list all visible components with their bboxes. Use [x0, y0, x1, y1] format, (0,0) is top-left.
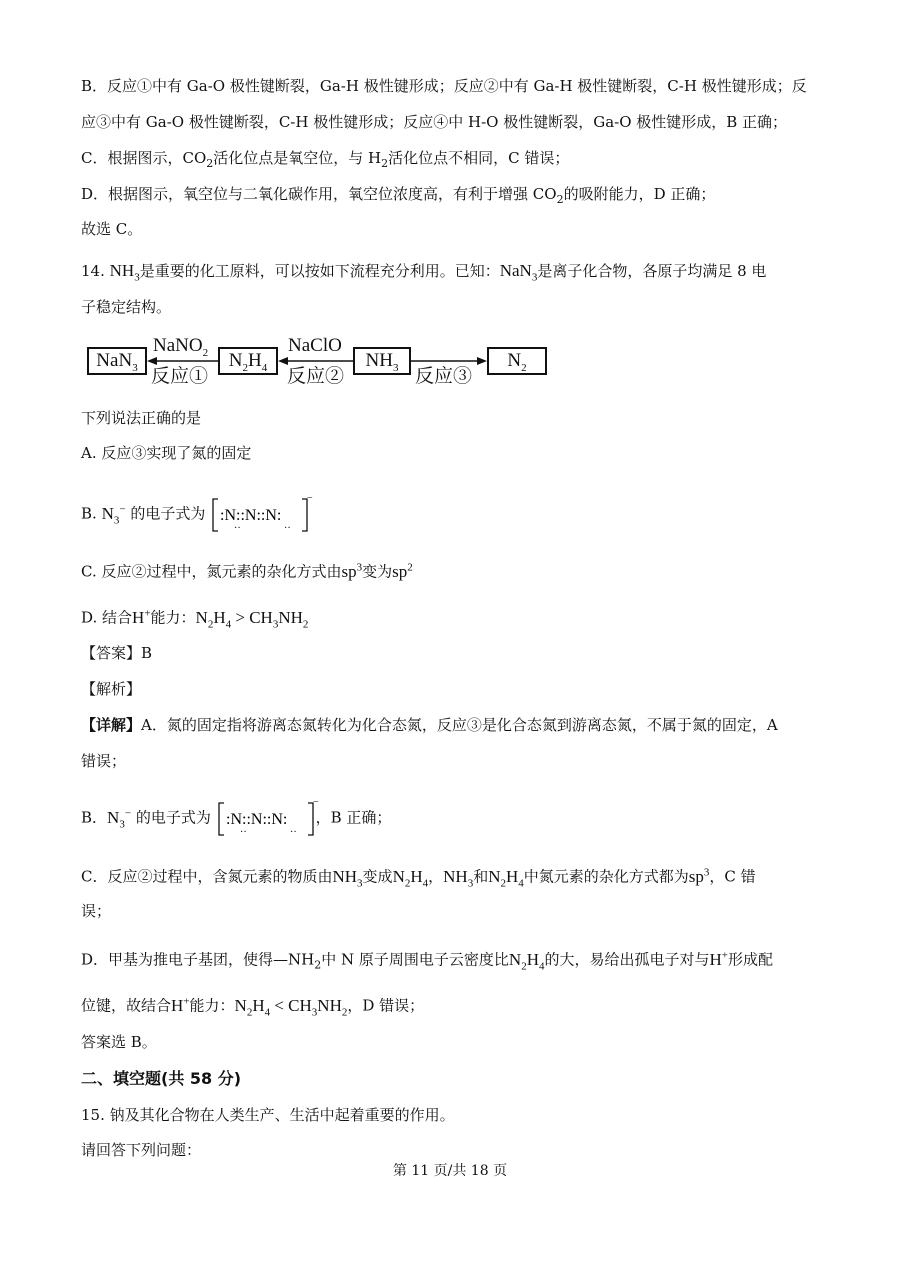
electron-dot-formula-detail	[216, 796, 319, 839]
electron-dot-formula	[210, 492, 313, 535]
svg-text::N::N::N:: :N::N::N:	[220, 506, 282, 524]
prev-choose: 故选 C。	[81, 220, 143, 238]
svg-text:··: ··	[239, 826, 247, 838]
detail-a-line2: 错误；	[81, 752, 127, 770]
q14-option-c: C. 反应②过程中，氮元素的杂化方式由$sp^3$变为$sp^2$	[81, 561, 413, 581]
page-footer: 第 11 页/共 18 页	[392, 1163, 508, 1179]
arrow2-bottom-label: 反应②	[287, 366, 345, 387]
q14-option-d: D. 结合H+能力：$N_2H_4 > CH_3NH_2$	[81, 607, 309, 631]
svg-text::N::N::N:: :N::N::N:	[225, 810, 287, 828]
q14-option-a: A. 反应③实现了氮的固定	[81, 444, 252, 462]
q14-stem: 下列说法正确的是	[81, 409, 202, 427]
box-nh3: $NH_3$	[353, 347, 411, 375]
q14-intro-line1: 14. $NH_3$是重要的化工原料，可以按如下流程充分利用。已知：NaN$_3$是离子化合物，各原子均满足 8 电	[81, 261, 767, 284]
section-2-title: 二、填空题(共 58 分)	[81, 1069, 242, 1088]
prev-option-b-line1: B．反应①中有 Ga-O 极性键断裂，Ga-H 极性键形成；反应②中有 Ga-H 极性键断裂，C-H 极性键形成；反	[81, 77, 807, 95]
svg-text:··: ··	[284, 522, 291, 534]
box-n2: $N_2$	[487, 347, 547, 375]
final-answer: 答案选 B。	[81, 1033, 157, 1051]
q15-sub: 请回答下列问题：	[81, 1141, 202, 1159]
svg-text:··: ··	[234, 522, 241, 534]
svg-text:··: ··	[289, 826, 297, 838]
detail-d-line1: D．甲基为推电子基团，使得$—NH_2$中 N 原子周围电子云密度比$N_2H_4$的大，易给出孤电子对与H+形成配	[81, 949, 773, 973]
analysis-tag: 【解析】	[81, 680, 142, 698]
svg-text:−: −	[312, 796, 319, 808]
prev-option-c: C．根据图示，$CO_2$活化位点是氧空位，与 $H_2$活化位点不相同，C 错误；	[81, 149, 570, 170]
detail-c-line2: 误；	[81, 902, 112, 920]
arrow1-top-label: NaNO$_2$	[153, 335, 209, 359]
box-n2h4: $N_2H_4$	[218, 347, 278, 375]
detail-a-line1: 【详解】A．氮的固定指将游离态氮转化为化合态氮，反应③是化合态氮到游离态氮，不属于氮的固定，A	[81, 716, 778, 734]
arrow3-bottom-label: 反应③	[415, 366, 473, 387]
svg-text:−: −	[307, 492, 313, 504]
answer: 【答案】B	[81, 644, 153, 662]
q14-option-b: B. $N_3^-$ 的电子式为 − :N::N::N: ·· ··	[81, 492, 313, 534]
detail-c-line1: C．反应②过程中，含氮元素的物质由$NH_3$变成$N_2H_4$，$NH_3$和$N_2H_4$中氮元素的杂化方式都为$sp^3$，C 错	[81, 866, 756, 890]
arrow2-top-label: NaClO	[288, 335, 342, 356]
q14-intro-line2: 子稳定结构。	[81, 298, 172, 316]
prev-option-b-line2: 应③中有 Ga-O 极性键断裂，C-H 极性键形成；反应④中 H-O 极性键断裂，Ga-O 极性键形成，B 正确；	[81, 113, 788, 131]
q15-intro: 15. 钠及其化合物在人类生产、生活中起着重要的作用。	[81, 1106, 455, 1124]
box-nan3: NaN$_3$	[87, 347, 147, 375]
detail-b: B．$N_3^-$ 的电子式为 − :N::N::N: ·· ·· ，B 正确；	[81, 796, 392, 838]
flow-diagram	[85, 335, 555, 395]
prev-option-d: D．根据图示，氧空位与二氧化碳作用，氧空位浓度高，有利于增强 $CO_2$的吸附能力，D 正确；	[81, 185, 716, 206]
detail-d-line2: 位键，故结合H+能力：$N_2H_4 < CH_3NH_2$，D 错误；	[81, 995, 425, 1019]
arrow1-bottom-label: 反应①	[151, 366, 209, 387]
